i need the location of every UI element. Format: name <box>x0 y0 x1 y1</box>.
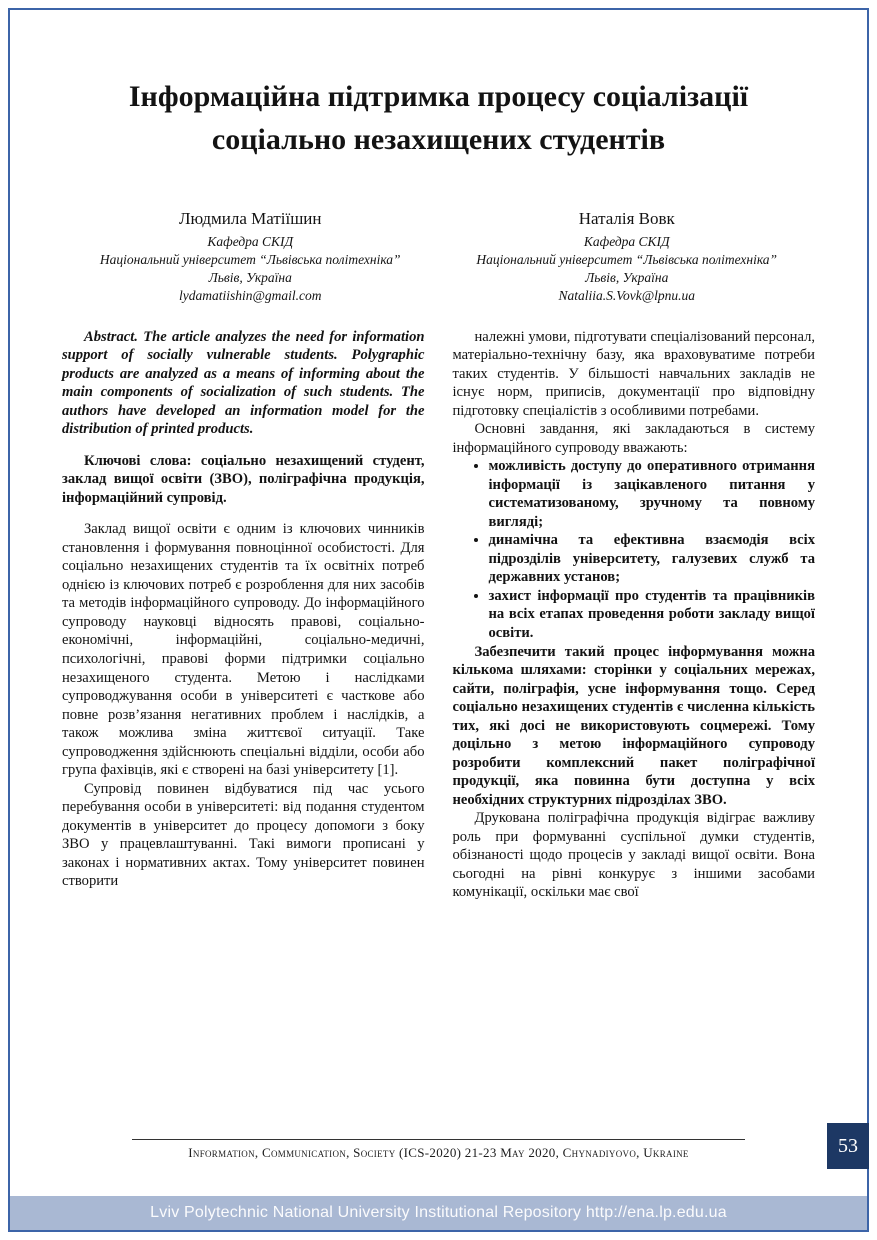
page-number: 53 <box>827 1123 869 1169</box>
abstract-paragraph: Abstract. The article analyzes the need for information support of socially vulnerable students. Polygraphic products are analyzed as a means of informing about the main components of socialization of such students. The authors have developed an information model for the distribution of printed products. <box>62 328 425 438</box>
task-item: • динамічна та ефективна взаємодія всіх підрозділів університету, галузевих служб та державних установ; <box>489 531 816 587</box>
page-content <box>62 0 815 902</box>
right-column <box>453 328 816 902</box>
author-university: Національний університет “Львівська політехніка” <box>99 252 401 268</box>
body-paragraph: Заклад вищої освіти є одним із ключових чинників становлення і формування повноцінної особистості. Для соціально незахищених студентів та їх освітніх потреб однією із ключових потреб є розроблення для них засобів та методів інформаційного супроводу. До інформаційного супроводу науковці відносять правові, соціально-економічні, інформаційні, соціально-медичні, психологічні, правові форми підтримки соціально незахищеного студента. Метою і наслідками супроводжування особи в університеті є часткове або повне розв’язання негативних проблем і наслідків, а також можлива зміна життєвої ситуації. Таке супроводження здійснюють спеціальні відділи, особи або група фахівців, які є створені на базі університету [1]. <box>62 521 425 779</box>
author-block-2 <box>439 209 816 305</box>
body-paragraph-bold: Забезпечити такий процес інформування можна кількома шляхами: сторінки у соціальних мережах, сайти, поліграфія, усне інформування тощо. Серед соціально незахищених студентів є численна кількість тих, які досі не використовують соцмережі. Тому доцільно з метою інформаційного супроводу розробити комплексний пакет поліграфічної продукції, яка повинна бути доступна у всіх необхідних структурних підрозділах ЗВО. <box>452 643 815 808</box>
keywords-paragraph: Ключові слова: соціально незахищений студент, заклад вищої освіти (ЗВО), поліграфічна продукція, інформаційний супровід. <box>62 452 425 506</box>
conference-footer: Information, Communication, Society (ICS-2020) 21-23 May 2020, Chynadiyovo, Ukraine <box>188 1145 689 1160</box>
body-paragraph: належні умови, підготувати спеціалізований персонал, матеріально-технічну базу, яка враховуватиме потреби таких студентів. У більшості навчальних закладів не існує норм, приписів, документації про відповідну підготовку спеціалістів з особливими потребами. <box>452 328 815 419</box>
authors-row <box>62 209 815 305</box>
repository-bar: Lviv Polytechnic National University Institutional Repository http://ena.lp.edu.ua <box>10 1196 867 1230</box>
task-item: • можливість доступу до оперативного отримання інформації із зацікавленого питання у систематизованому, зручному та повному вигляді; <box>489 457 816 531</box>
paper-title: Інформаційна підтримка процесу соціалізації соціально незахищених студентів <box>128 80 749 156</box>
author-email: lydamatiishin@gmail.com <box>178 288 322 304</box>
author-location: Львів, Україна <box>585 270 669 286</box>
body-columns <box>62 328 815 902</box>
author-department: Кафедра СКІД <box>583 234 670 250</box>
author-block-1 <box>62 209 439 305</box>
author-email: Nataliia.S.Vovk@lpnu.ua <box>558 288 696 304</box>
author-name: Наталія Вовк <box>578 209 675 229</box>
author-name: Людмила Матіїшин <box>178 209 322 229</box>
footer-divider <box>132 1139 745 1140</box>
left-column <box>62 328 425 902</box>
body-paragraph: Супровід повинен відбуватися під час усього перебування особи в університеті: від подання студентом документів в університет до процесу допомоги з боку ЗВО у працевлаштуванні. Такі вимоги прописані у законах і нормативних актах. Тому університет повинен створити <box>62 780 425 890</box>
author-university: Національний університет “Львівська політехніка” <box>476 252 778 268</box>
body-paragraph: Основні завдання, які закладаються в систему інформаційного супроводу вважають: <box>452 421 815 456</box>
task-item: • захист інформації про студентів та працівників на всіх етапах проведення роботи закладу вищої освіти. <box>489 587 816 643</box>
task-list <box>453 457 816 642</box>
author-department: Кафедра СКІД <box>207 234 294 250</box>
body-paragraph: Друкована поліграфічна продукція відіграє важливу роль при формуванні суспільної думки студентів, обізнаності щодо процесів у закладі вищої освіти. Вона сьогодні на рівні конкурує з іншими засобами комунікації, оскільки має свої <box>452 810 815 901</box>
author-location: Львів, Україна <box>208 270 292 286</box>
